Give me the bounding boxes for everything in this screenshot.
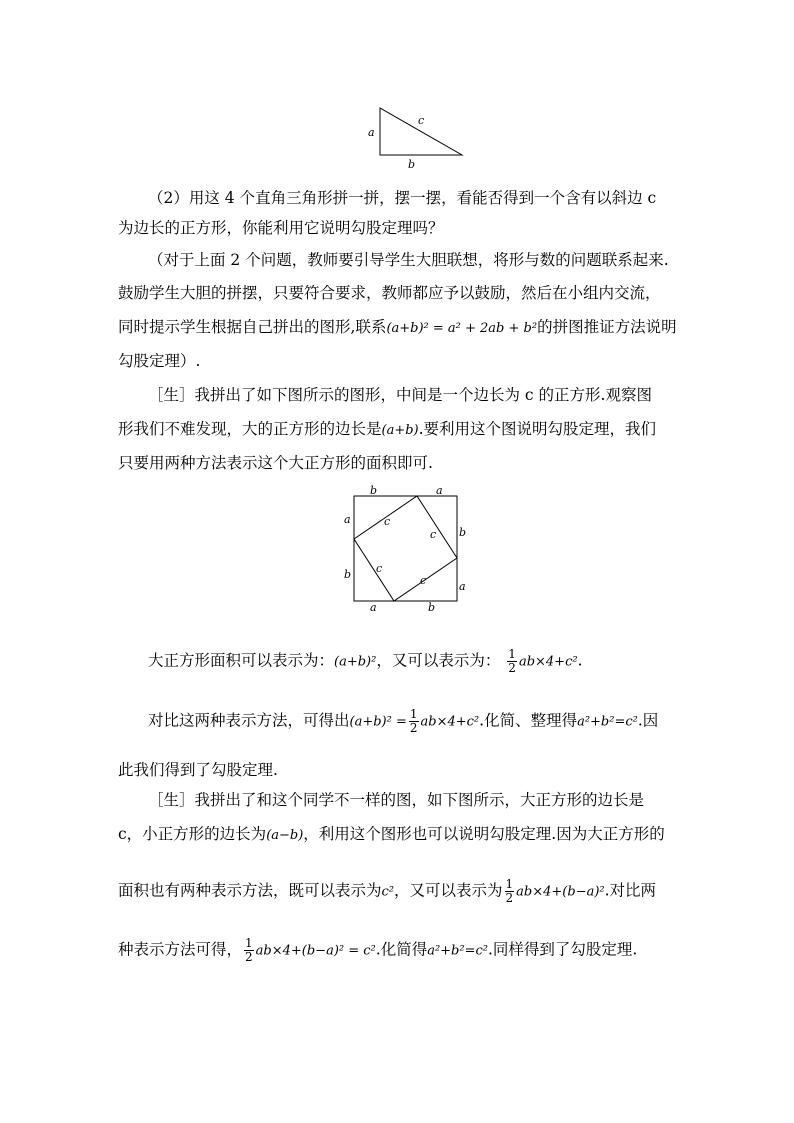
p1-line1: （2）用这 4 个直角三角形拼一拼，摆一摆，看能否得到一个含有以斜边 c bbox=[148, 189, 657, 207]
svg-text:c: c bbox=[430, 528, 437, 541]
svg-text:b: b bbox=[344, 568, 352, 581]
p5-line2: 此我们得到了勾股定理. bbox=[118, 761, 278, 779]
triangle-label-c: c bbox=[418, 114, 425, 127]
p3-line1: ［生］我拼出了如下图所示的图形，中间是一个边长为 c 的正方形.观察图 bbox=[148, 386, 652, 404]
p3-line3: 只要用两种方法表示这个大正方形的面积即可. bbox=[118, 454, 433, 472]
p5-line1: 对比这两种表示方法，可得出(a+b)² = $\frac{1}{2}$ ab×4+c².化简、整理得a²+b²=c².因 bbox=[148, 707, 659, 735]
svg-text:a: a bbox=[370, 601, 377, 614]
p6-line1: ［生］我拼出了和这个同学不一样的图，如下图所示，大正方形的边长是 bbox=[148, 791, 645, 809]
svg-text:c: c bbox=[420, 574, 427, 587]
p2-line4: 勾股定理）. bbox=[118, 352, 201, 370]
square-proof-figure bbox=[338, 482, 478, 618]
p3-line2: 形我们不难发现，大的正方形的边长是(a+b).要利用这个图说明勾股定理，我们 bbox=[118, 420, 657, 438]
svg-text:b: b bbox=[370, 484, 378, 497]
p6-line2: c，小正方形的边长为(a−b)，利用这个图形也可以说明勾股定理.因为大正方形的 bbox=[118, 825, 665, 843]
fraction-one-half: $\frac{1}{2}$ bbox=[508, 647, 516, 675]
p4-line1: 大正方形面积可以表示为：(a+b)²，又可以表示为： $\frac{1}{2}$ ab×4+c². bbox=[148, 647, 583, 675]
svg-text:a: a bbox=[344, 513, 351, 526]
p6-line4: 种表示方法可得， $\frac{1}{2}$ ab×4+(b−a)² = c².化简得a²+b²=c².同样得到了勾股定理. bbox=[118, 936, 638, 964]
svg-text:a: a bbox=[459, 580, 466, 593]
p1-line2: 为边长的正方形，你能利用它说明勾股定理吗？ bbox=[118, 219, 444, 237]
triangle-label-b: b bbox=[408, 158, 416, 171]
p2-line3: 同时提示学生根据自己拼出的图形,联系(a+b)² = a² + 2ab + b²的拼图推证方法说明 bbox=[118, 318, 677, 336]
svg-text:a: a bbox=[436, 484, 443, 497]
right-triangle-figure bbox=[360, 100, 470, 172]
side-formula: (a+b) bbox=[381, 423, 419, 438]
svg-text:c: c bbox=[384, 515, 391, 528]
p6-line3: 面积也有两种表示方法，既可以表示为c²，又可以表示为 $\frac{1}{2}$ ab×4+(b−a)².对比两 bbox=[118, 877, 657, 905]
svg-text:b: b bbox=[428, 601, 436, 614]
expansion-formula: (a+b)² = a² + 2ab + b² bbox=[386, 321, 538, 336]
p2-line2: 鼓励学生大胆的拼摆，只要符合要求，教师都应予以鼓励，然后在小组内交流， bbox=[118, 284, 661, 302]
p2-line1: （对于上面 2 个问题，教师要引导学生大胆联想，将形与数的问题联系起来. bbox=[148, 251, 669, 269]
svg-text:b: b bbox=[459, 526, 467, 539]
triangle-label-a: a bbox=[368, 126, 375, 139]
svg-text:c: c bbox=[376, 562, 383, 575]
